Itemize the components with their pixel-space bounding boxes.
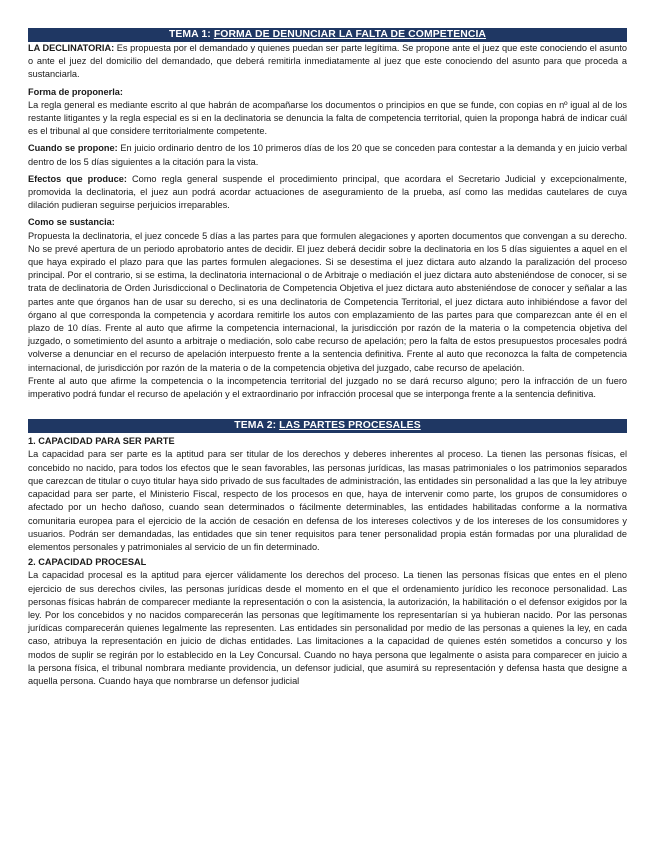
declinatoria-text: Es propuesta por el demandado y quienes puedan ser parte legítima. Se propone ante el juez que este conociendo el asunto o ante el juez del domicilio del demandado, que deberá remitirla inmediatamente al juez que este conociendo del asunto para que proceda a sustanciarla. (28, 43, 627, 80)
capacidad-ser-parte-paragraph: La capacidad para ser parte es la aptitud para ser titular de los derechos y deberes inherentes al proceso. La tienen las personas físicas, el concebido no nacido, para todos los efectos que le sean favorables, las personas jurídicas, las masas patrimoniales o los patrimonios separados que carezcan de titular o cuyo titular haya sido privado de sus facultades de administración, las entidades sin personalidad a las que la ley atribuye capacidad para ser parte, el Ministerio Fiscal, respecto de los procesos en que, haya de intervenir como parte, los grupos de consumidores o afectado por un hecho dañoso, cuando sean determinados o fácilmente determinables, las entidades habilitadas conforme a la normativa comunitaria europea para el ejercicio de la acción de cesación en defensa de los intereses colectivos y de los intereses de los consumidores y usuarios. Podrán ser demandadas, las entidades que sin tener requisitos para tener personalidad propia están formadas por una pluralidad de elementos personales y patrimoniales al servicio de un fin determinado. (28, 449, 627, 552)
cuando-paragraph (28, 142, 627, 168)
declinatoria-label: LA DECLINATORIA: (28, 43, 115, 53)
document-page (28, 28, 627, 688)
forma-paragraph: La regla general es mediante escrito al que habrán de acompañarse los documentos o principios en que se funde, con copias en nº igual al de los restante litigantes y la regla especial es si en la declinatoria se denuncia la falta de competencia territorial, quien la proponga habrá de indicar cuál es el tribunal al que considere territorialmente competente. (28, 99, 627, 137)
efectos-text: Como regla general suspende el procedimiento principal, que acordara el Secretario Judicial y excepcionalmente, promovida la declinatoria, el juez aun podrá acordar actuaciones de aseguramiento de la prueba, así como las medidas cautelares de cuya dilación pudieran seguirse perjuicios irreparables. (28, 173, 627, 211)
capacidad-procesal-heading: 2. CAPACIDAD PROCESAL (28, 557, 147, 568)
declinatoria-paragraph (28, 42, 627, 82)
capacidad-ser-parte-heading: 1. CAPACIDAD PARA SER PARTE (28, 436, 175, 447)
tema2-prefix: TEMA 2: (234, 420, 280, 432)
efectos-paragraph (28, 173, 627, 213)
efectos-label: Efectos que produce: (28, 173, 127, 184)
capacidad-procesal-paragraph: La capacidad procesal es la aptitud para ejercer válidamente los derechos del proceso. La tienen las personas físicas que entes en el pleno ejercicio de sus derechos civiles, las personas jurídicas desde el momento en el que el ordenamiento jurídico les reconoce personalidad. Las personas físicas habrán de comparecer mediante la representación o con la asistencia, la autorización, la habilitación o el defensor exigidos por la ley. Por los concebidos y no nacidos comparecerán las personas que legítimamente los representarían si ya hubieran nacido. Por las personas jurídicas comparecerán quienes legalmente las representen. Las entidades sin personalidad por medio de las personas a quienes la ley, en cada caso, atribuya la representación en juicio de dichas entidades. Las limitaciones a la capacidad de quienes estén sometidos a concurso y los modos de suplir se regirán por lo establecido en la Ley Concursal. Cuando no haya persona que legalmente o asista para comparecer en juicio a la persona física, el tribunal nombrara mediante providencia, un defensor judicial, que asumirá su representación y defensa hasta que designe a aquella persona. Cuando haya que nombrarse un defensor judicial (28, 570, 627, 686)
sustancia-heading: Como se sustancia: (28, 217, 115, 228)
tema1-title: FORMA DE DENUNCIAR LA FALTA DE COMPETENCIA (213, 29, 487, 40)
tema1-header (28, 28, 627, 42)
tema2-header (28, 419, 627, 433)
cuando-text: En juicio ordinario dentro de los 10 primeros días de los 20 que se conceden para contestar a la demanda y en juicio verbal dentro de los 5 días siguientes a la citación para la vista. (28, 143, 628, 167)
tema1-prefix: TEMA 1: (168, 29, 214, 40)
section-spacer (28, 401, 627, 419)
cuando-label: Cuando se propone: (28, 143, 118, 154)
tema2-title: LAS PARTES PROCESALES (279, 420, 421, 432)
forma-heading: Forma de proponerla: (28, 86, 123, 97)
sustancia-paragraph-2: Frente al auto que afirme la competencia o la incompetencia territorial del juzgado no se dará recurso alguno; pero la infracción de un fuero imperativo podrá fundar el recurso de apelación y el extraordinario por infracción procesal que se interponga frente a la sentencia definitiva. (28, 375, 627, 400)
sustancia-paragraph-1: Propuesta la declinatoria, el juez concede 5 días a las partes para que formulen alegaciones y aporten documentos que convengan a su derecho. No se prevé apertura de un periodo aprobatorio antes de decidir. El juez deberá decidir sobre la declinatoria en los 5 días siguientes a aquel en el que haya expirado el plazo para que las partes formulen alegaciones. Si se desestima el juez dictara auto alzando la paralización del proceso principal. Por el contrario, si se estima, la declinatoria internacional o de Arbitraje o mediación el juez dictara auto absteniéndose de conocer, si se trata de declinatoria de Orden Jurisdiccional o Declinatoria de Competencia Objetiva el juez dictara auto absteniéndose de conocer y señalar a las partes ante que órganos han de usar su derecho, si es una declinatoria de Competencia Territorial, el juez dictara auto inhibiéndose a favor del órgano al que corresponda la competencia y acordara remitirle los autos con emplazamiento de las partes para que comparezcan ante él en el plazo de 10 días. Frente al auto que afirme la competencia internacional, la jurisdicción por razón de la materia o la competencia objetiva del juzgado, o sometimiento del asunto a arbitraje o mediación, solo cabe recurso de apelación; pero la falta de estos presupuestos procesales podrá volverse a denunciar en el recurso de apelación interpuesto frente a la sentencia definitiva. Frente al auto que reconozca la falta de competencia internacional, de jurisdicción por razón de la materia o de la competencia objetiva del juzgado, cabe recurso de apelación. (28, 230, 627, 373)
